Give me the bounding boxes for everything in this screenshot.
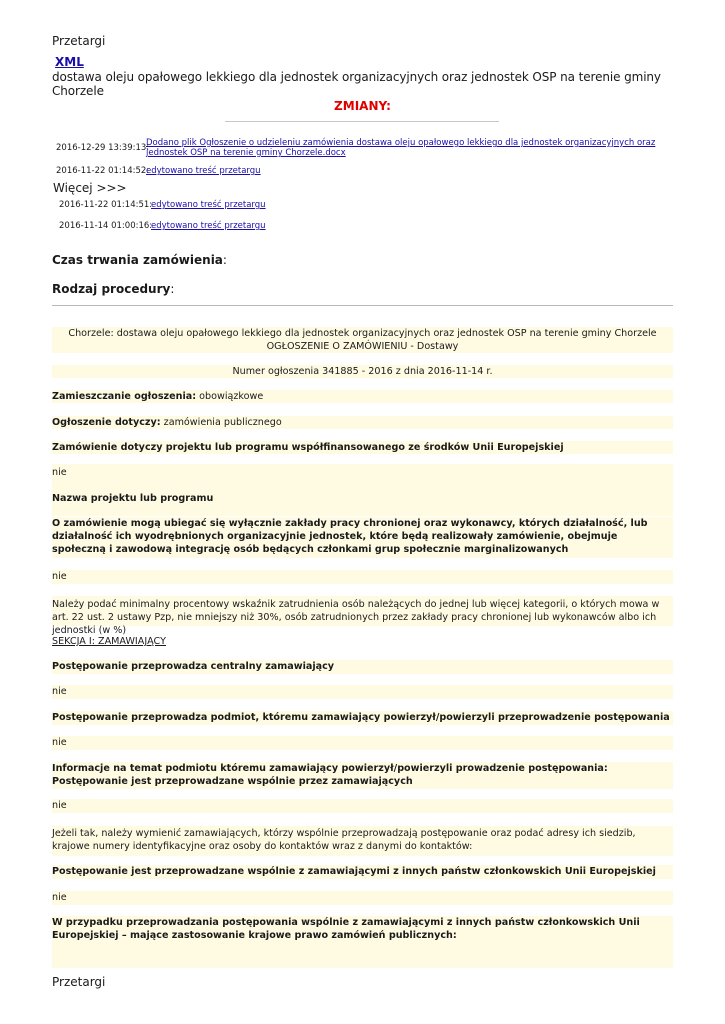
procedure-colon: : [170, 282, 175, 296]
eu-project-question [52, 441, 673, 454]
joint-note: Jeżeli tak, należy wymienić zamawiających, którzy wspólnie przeprowadzają postępowanie oraz podać adresy ich siedzib, krajowe numery identyfikacyjne oraz osoby do kontaktów wraz z danymi do kontaktów: [52, 826, 673, 856]
central-question [52, 660, 673, 674]
central-question-text: Postępowanie przeprowadza centralny zamawiający [52, 661, 335, 672]
notice-header [52, 327, 673, 353]
info-question-line1: Informacje na temat podmiotu któremu zamawiający powierzył/powierzyli prowadzenie postępowania: [52, 763, 608, 774]
more-changes-toggle[interactable]: Więcej >>> [53, 181, 127, 195]
section1-link: SEKCJA I: ZAMAWIAJĄCY [52, 636, 166, 647]
eu-joint-question [52, 865, 673, 879]
changes-heading: ZMIANY: [334, 99, 391, 113]
tender-title: dostawa oleju opałowego lekkiego dla jednostek organizacyjnych oraz jednostek OSP na terenie gminy Chorzele [52, 70, 661, 98]
change-link[interactable]: edytowano treść przetargu [151, 200, 266, 210]
eu-law-question-text: W przypadku przeprowadzania postępowania wspólnie z zamawiającymi z innych państw członkowskich Unii Europejskiej – mające zastosowanie krajowe prawo zamówień publicznych: [52, 917, 640, 941]
eu-project-answer: nie [52, 467, 67, 478]
sheltered-question [52, 517, 673, 558]
change-timestamp: 2016-11-22 01:14:52: [56, 166, 150, 176]
change-row [56, 166, 673, 178]
duration-label [52, 253, 227, 267]
central-answer: nie [52, 685, 673, 699]
placement-value: obowiązkowe [199, 391, 264, 402]
info-question-line2: Postępowanie jest przeprowadzane wspólnie przez zamawiających [52, 776, 413, 787]
employment-note: Należy podać minimalny procentowy wskaźnik zatrudnienia osób należących do jednej lub więcej kategorii, o których mowa w art. 22 ust. 2 ustawy Pzp, nie mniejszy niż 30%, osób zatrudnionych przez zakłady pracy chronionej lub wykonawców albo ich jednostki (w %) [52, 596, 673, 626]
sheltered-question-text: O zamówienie mogą ubiegać się wyłącznie zakłady pracy chronionej oraz wykonawcy, których działalność, lub działalność ich wyodrębnionych organizacyjnie jednostek, które będą realizowały zamówienie, obejmuje społeczną i zawodową integrację osób będących członkami grup społecznie marginalizowanych [52, 518, 648, 555]
page-footer-title: Przetargi [52, 975, 106, 989]
concerns-row [52, 416, 673, 429]
delegated-answer: nie [52, 736, 673, 750]
xml-link[interactable]: XML [55, 55, 84, 69]
delegated-question-text: Postępowanie przeprowadza podmiot, któremu zamawiający powierzył/powierzyli przeprowadzenie postępowania [52, 712, 670, 723]
eu-law-question [52, 916, 673, 968]
placement-row [52, 390, 673, 403]
joint-answer: nie [52, 799, 673, 813]
sheltered-answer: nie [52, 570, 673, 584]
concerns-value: zamówienia publicznego [163, 417, 282, 428]
eu-joint-question-text: Postępowanie jest przeprowadzane wspólnie z zamawiającymi z innych państw członkowskich Unii Europejskiej [52, 866, 656, 877]
change-link[interactable]: edytowano treść przetargu [146, 166, 261, 176]
change-link[interactable]: edytowano treść przetargu [151, 221, 266, 231]
change-row [56, 138, 673, 165]
procedure-label-text: Rodzaj procedury [52, 282, 171, 296]
project-name-label: Nazwa projektu lub programu [52, 493, 214, 504]
section1-heading [52, 635, 673, 649]
procedure-label [52, 282, 174, 296]
change-row [59, 221, 673, 233]
info-question [52, 762, 673, 789]
change-timestamp: 2016-11-22 01:14:51: [59, 200, 153, 210]
change-timestamp: 2016-12-29 13:39:13: [56, 143, 150, 153]
change-timestamp: 2016-11-14 01:00:16: [59, 221, 153, 231]
notice-header-line2: OGŁOSZENIE O ZAMÓWIENIU - Dostawy [266, 341, 459, 352]
change-link[interactable]: Dodano plik Ogłoszenie o udzieleniu zamówienia dostawa oleju opałowego lekkiego dla jednostek organizacyjnych oraz jednostek OSP na terenie gminy Chorzele.docx [146, 138, 656, 158]
delegated-question [52, 711, 673, 725]
changes-divider [225, 121, 499, 122]
duration-label-text: Czas trwania zamówienia [52, 253, 223, 267]
content-divider [52, 305, 673, 306]
eu-joint-answer: nie [52, 891, 673, 905]
notice-header-line1: Chorzele: dostawa oleju opałowego lekkiego dla jednostek organizacyjnych oraz jednostek OSP na terenie gminy Chorzele [68, 328, 657, 339]
notice-number: Numer ogłoszenia 341885 - 2016 z dnia 2016-11-14 r. [52, 365, 673, 378]
concerns-label: Ogłoszenie dotyczy: [52, 417, 161, 428]
duration-colon: : [222, 253, 227, 267]
eu-project-answer-block [52, 464, 673, 516]
eu-project-question-text: Zamówienie dotyczy projektu lub programu współfinansowanego ze środków Unii Europejskiej [52, 442, 564, 453]
placement-label: Zamieszczanie ogłoszenia: [52, 391, 197, 402]
page-header-title: Przetargi [52, 34, 106, 48]
change-row [59, 200, 673, 212]
